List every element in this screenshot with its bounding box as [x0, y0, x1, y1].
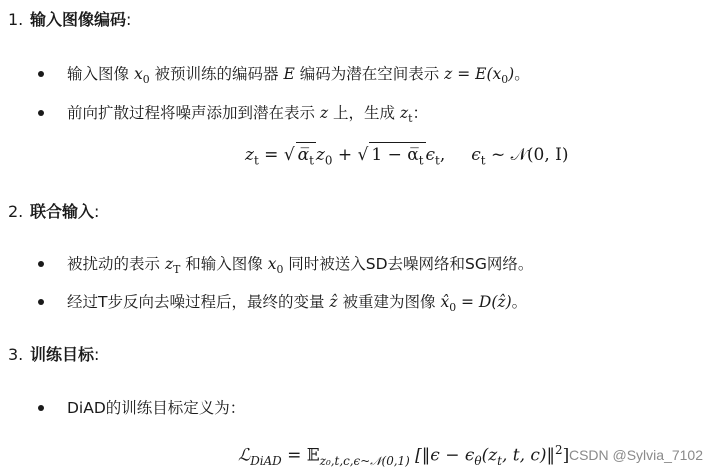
- diffusion-equation: $z_t$ = √ $\alpha̅_t$ $z_0$ + √ $1 - \alpha̅_t$ $\epsilon_t$, $\epsilon_t$ ~ 𝒩(0, I): [245, 142, 569, 172]
- bullet-dot-icon: [38, 110, 44, 116]
- bullet-dot-icon: [38, 299, 44, 305]
- bullet-dot-icon: [38, 261, 44, 267]
- section-1-heading: 1. 输入图像编码:: [8, 10, 132, 29]
- bullet-dot-icon: [38, 71, 44, 77]
- document: 1. 输入图像编码: 输入图像 $x_0$ 被预训练的编码器 E 编码为潜在空间表示 $z = E(x_0)$。 前向扩散过程将噪声添加到潜在表示 z 上，生成 $z_t$： $z_t$ = √ $\alpha̅_t$ $z_0$ + √ $1 - \alpha̅_t$ $\epsilon_t$, $\epsilon_t$ ~ 𝒩(0, I) 2. 联合输入: 被扰动的表示 $z_T$ 和输入图像 $x_0$ 同时被送入SD去噪网络和SG网络。 经过T步反向去噪过程后，最终的变量 ẑ 被重建为图像 $x̂_0$ = D(ẑ)。 3. 训练目标: DiAD的训练目标定义为： ℒ$_{DiAD}$ = 𝔼$_{z_0,t,c,\epsilon\sim 𝒩(0,1)}$ [‖ϵ − $\epsilon_\theta(z_t$, t, c)‖$^2$] CSDN @Sylvia_7102: [0, 0, 717, 476]
- watermark: CSDN @Sylvia_7102: [568, 447, 703, 463]
- section-2-title: 联合输入: [30, 202, 95, 221]
- training-objective-equation: ℒ$_{DiAD}$ = 𝔼$_{z_0,t,c,\epsilon\sim 𝒩(0,1)}$ [‖ϵ − $\epsilon_\theta(z_t$, t, c)‖$^2$]: [238, 443, 570, 469]
- section-2-heading: 2. 联合输入:: [8, 202, 100, 221]
- section-3-title: 训练目标: [30, 345, 95, 364]
- section-3-heading: 3. 训练目标:: [8, 345, 100, 364]
- section-1-title: 输入图像编码: [30, 10, 127, 29]
- bullet-dot-icon: [38, 405, 44, 411]
